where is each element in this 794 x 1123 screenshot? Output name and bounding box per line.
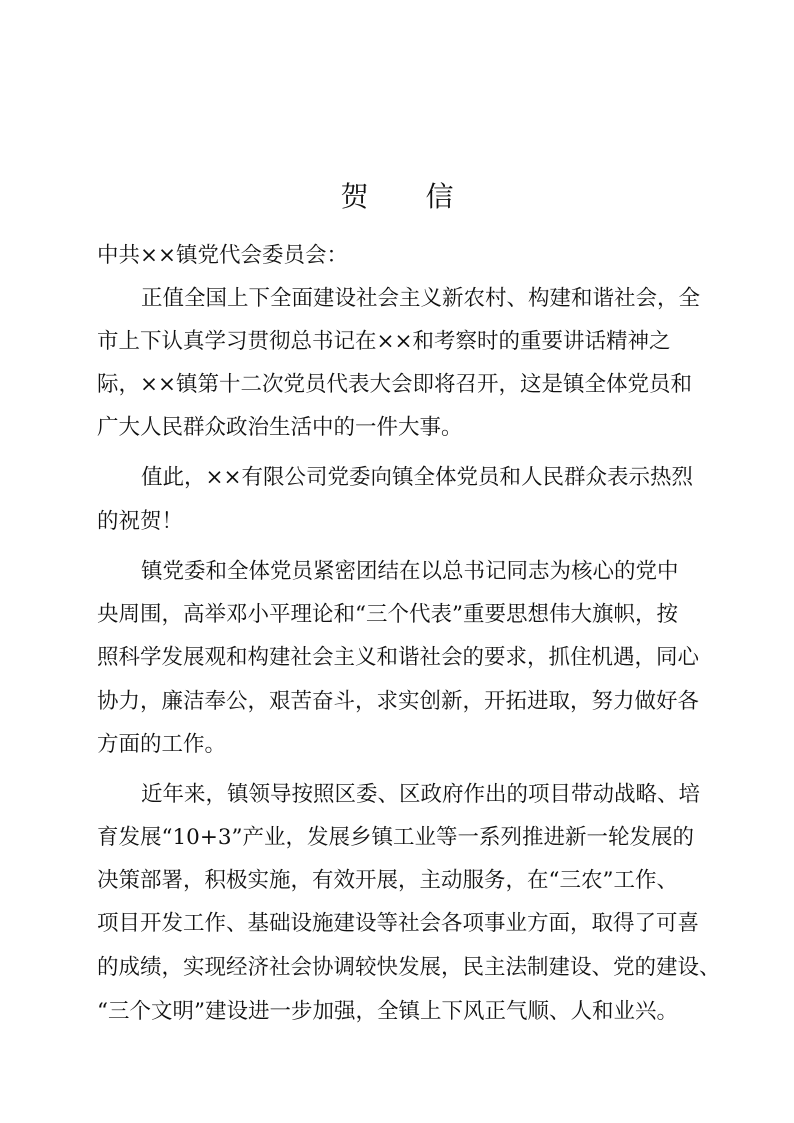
text-line: 方面的工作。 — [97, 732, 227, 757]
text-line: 决策部署，积极实施，有效开展，主动服务，在“三农”工作、 — [97, 868, 678, 893]
text-line: 广大人民群众政治生活中的一件大事。 — [97, 415, 463, 440]
text-line: 市上下认真学习贯彻总书记在××和考察时的重要讲话精神之 — [97, 329, 671, 354]
text-line: “三个文明”建设进一步加强，全镇上下风正气顺、人和业兴。 — [97, 999, 678, 1024]
text-line: 镇党委和全体党员紧密团结在以总书记同志为核心的党中 — [141, 559, 679, 584]
text-line: 正值全国上下全面建设社会主义新农村、构建和谐社会，全 — [141, 286, 701, 311]
text-line: 照科学发展观和构建社会主义和谐社会的要求，抓住机遇，同心 — [97, 645, 700, 670]
text-line: 育发展“10+3”产业，发展乡镇工业等一系列推进新一轮发展的 — [97, 825, 695, 850]
text-line: 的成绩，实现经济社会协调较快发展，民主法制建设、党的建设、 — [97, 955, 721, 980]
text-line: 值此，××有限公司党委向镇全体党员和人民群众表示热烈 — [141, 465, 694, 490]
text-line: 的祝贺！ — [97, 509, 184, 534]
text-line: 近年来，镇领导按照区委、区政府作出的项目带动战略、培 — [141, 782, 701, 807]
text-line: 协力，廉洁奉公，艰苦奋斗，求实创新，开拓进取，努力做好各 — [97, 689, 700, 714]
text-line: 央周围，高举邓小平理论和“三个代表”重要思想伟大旗帜，按 — [97, 602, 678, 627]
letter-title: 贺 信 — [340, 180, 478, 213]
text-line: 际，××镇第十二次党员代表大会即将召开，这是镇全体党员和 — [97, 372, 693, 397]
salutation: 中共××镇党代会委员会： — [97, 243, 349, 268]
text-line: 项目开发工作、基础设施建设等社会各项事业方面，取得了可喜 — [97, 911, 700, 936]
